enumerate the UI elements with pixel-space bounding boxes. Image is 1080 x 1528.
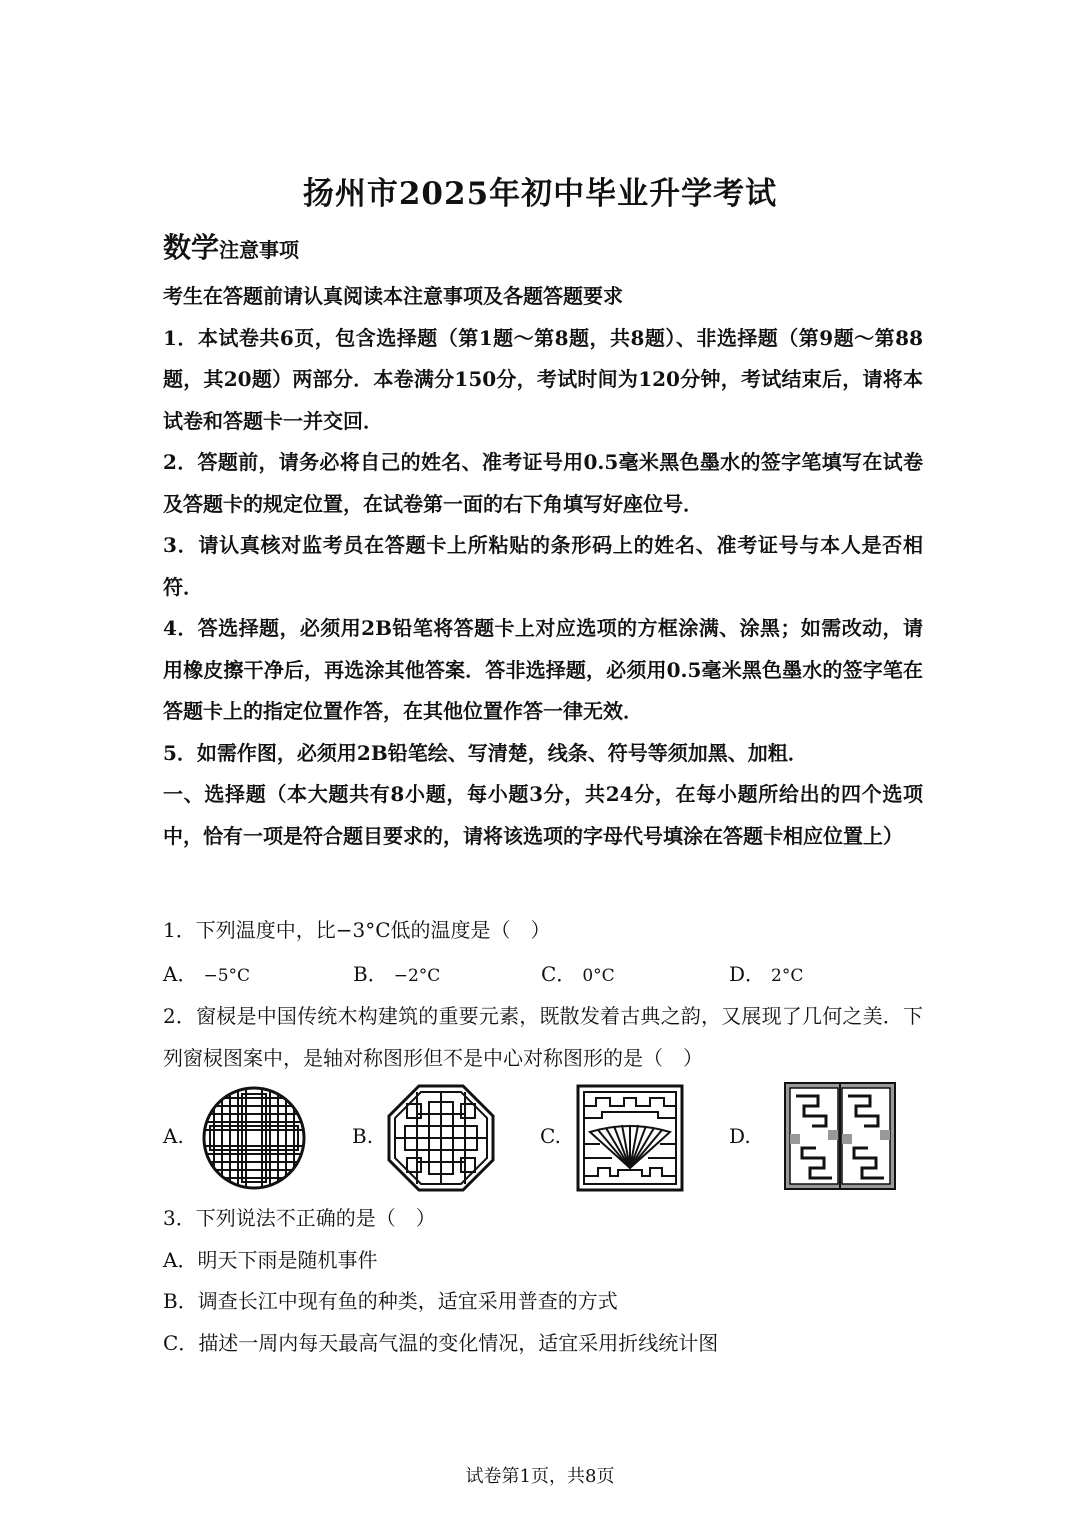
q3-option-a: A．明天下雨是随机事件 xyxy=(163,1247,378,1272)
notice-block xyxy=(163,276,923,857)
q2-option-c-label: C. xyxy=(540,1124,561,1148)
question-1-stem: 1．下列温度中，比−3°C低的温度是（ ） xyxy=(163,918,551,942)
lattice-window-d-figure xyxy=(784,1082,896,1190)
page-footer: 试卷第1页，共8页 xyxy=(465,1466,615,1487)
q2-option-b-label: B. xyxy=(352,1124,374,1148)
section-heading: 一、选择题（本大题共有8小题，每小题3分，共24分，在每小题所给出的四个选项中，恰有一项是符合题目要求的，请将该选项的字母代号填涂在答题卡相应位置上） xyxy=(163,782,923,848)
q1-option-b: B． −2°C xyxy=(353,962,441,986)
q3-option-c: C．描述一周内每天最高气温的变化情况，适宜采用折线统计图 xyxy=(163,1330,719,1355)
notice-item-4: 4．答选择题，必须用2B铅笔将答题卡上对应选项的方框涂满、涂黑；如需改动，请用橡皮擦干净后，再选涂其他答案．答非选择题，必须用0.5毫米黑色墨水的签字笔在答题卡上的指定位置作答，在其他位置作答一律无效． xyxy=(163,616,923,723)
notice-item-2: 2．答题前，请务必将自己的姓名、准考证号用0.5毫米黑色墨水的签字笔填写在试卷及答题卡的规定位置，在试卷第一面的右下角填写好座位号． xyxy=(163,450,923,516)
q2-option-a-label: A. xyxy=(163,1124,184,1148)
q1-option-c: C． 0°C xyxy=(541,962,615,986)
question-2-stem: 2．窗棂是中国传统木构建筑的重要元素，既散发着古典之韵，又展现了几何之美．下列窗棂图案中，是轴对称图形但不是中心对称图形的是（ ） xyxy=(163,1004,923,1070)
q2-option-d-label: D. xyxy=(729,1124,751,1148)
question-1-options xyxy=(163,958,923,990)
question-3 xyxy=(163,1198,923,1364)
notice-item-3: 3．请认真核对监考员在答题卡上所粘贴的条形码上的姓名、准考证号与本人是否相符． xyxy=(163,533,923,599)
notice-heading: 注意事项 xyxy=(219,238,300,262)
lattice-window-b-figure xyxy=(387,1084,495,1192)
question-3-stem: 3．下列说法不正确的是（ ） xyxy=(163,1206,436,1230)
lattice-window-c-figure xyxy=(576,1084,684,1192)
q1-option-a: A． −5°C xyxy=(163,962,251,986)
q3-option-b: B．调查长江中现有鱼的种类，适宜采用普查的方式 xyxy=(163,1289,618,1313)
exam-title: 扬州市2025年初中毕业升学考试 xyxy=(302,176,778,212)
lattice-window-a-figure xyxy=(202,1086,306,1190)
subject-line xyxy=(163,226,299,266)
notice-item-1: 1．本试卷共6页，包含选择题（第1题～第8题，共8题）、非选择题（第9题～第88题，其20题）两部分．本卷满分150分，考试时间为120分钟，考试结束后，请将本试卷和答题卡一并交回． xyxy=(163,325,923,433)
q1-option-d: D． 2°C xyxy=(729,962,804,986)
notice-intro: 考生在答题前请认真阅读本注意事项及各题答题要求 xyxy=(163,284,623,308)
subject-label: 数学 xyxy=(163,231,220,264)
notice-item-5: 5．如需作图，必须用2B铅笔绘、写清楚，线条、符号等须加黑、加粗． xyxy=(163,740,808,765)
